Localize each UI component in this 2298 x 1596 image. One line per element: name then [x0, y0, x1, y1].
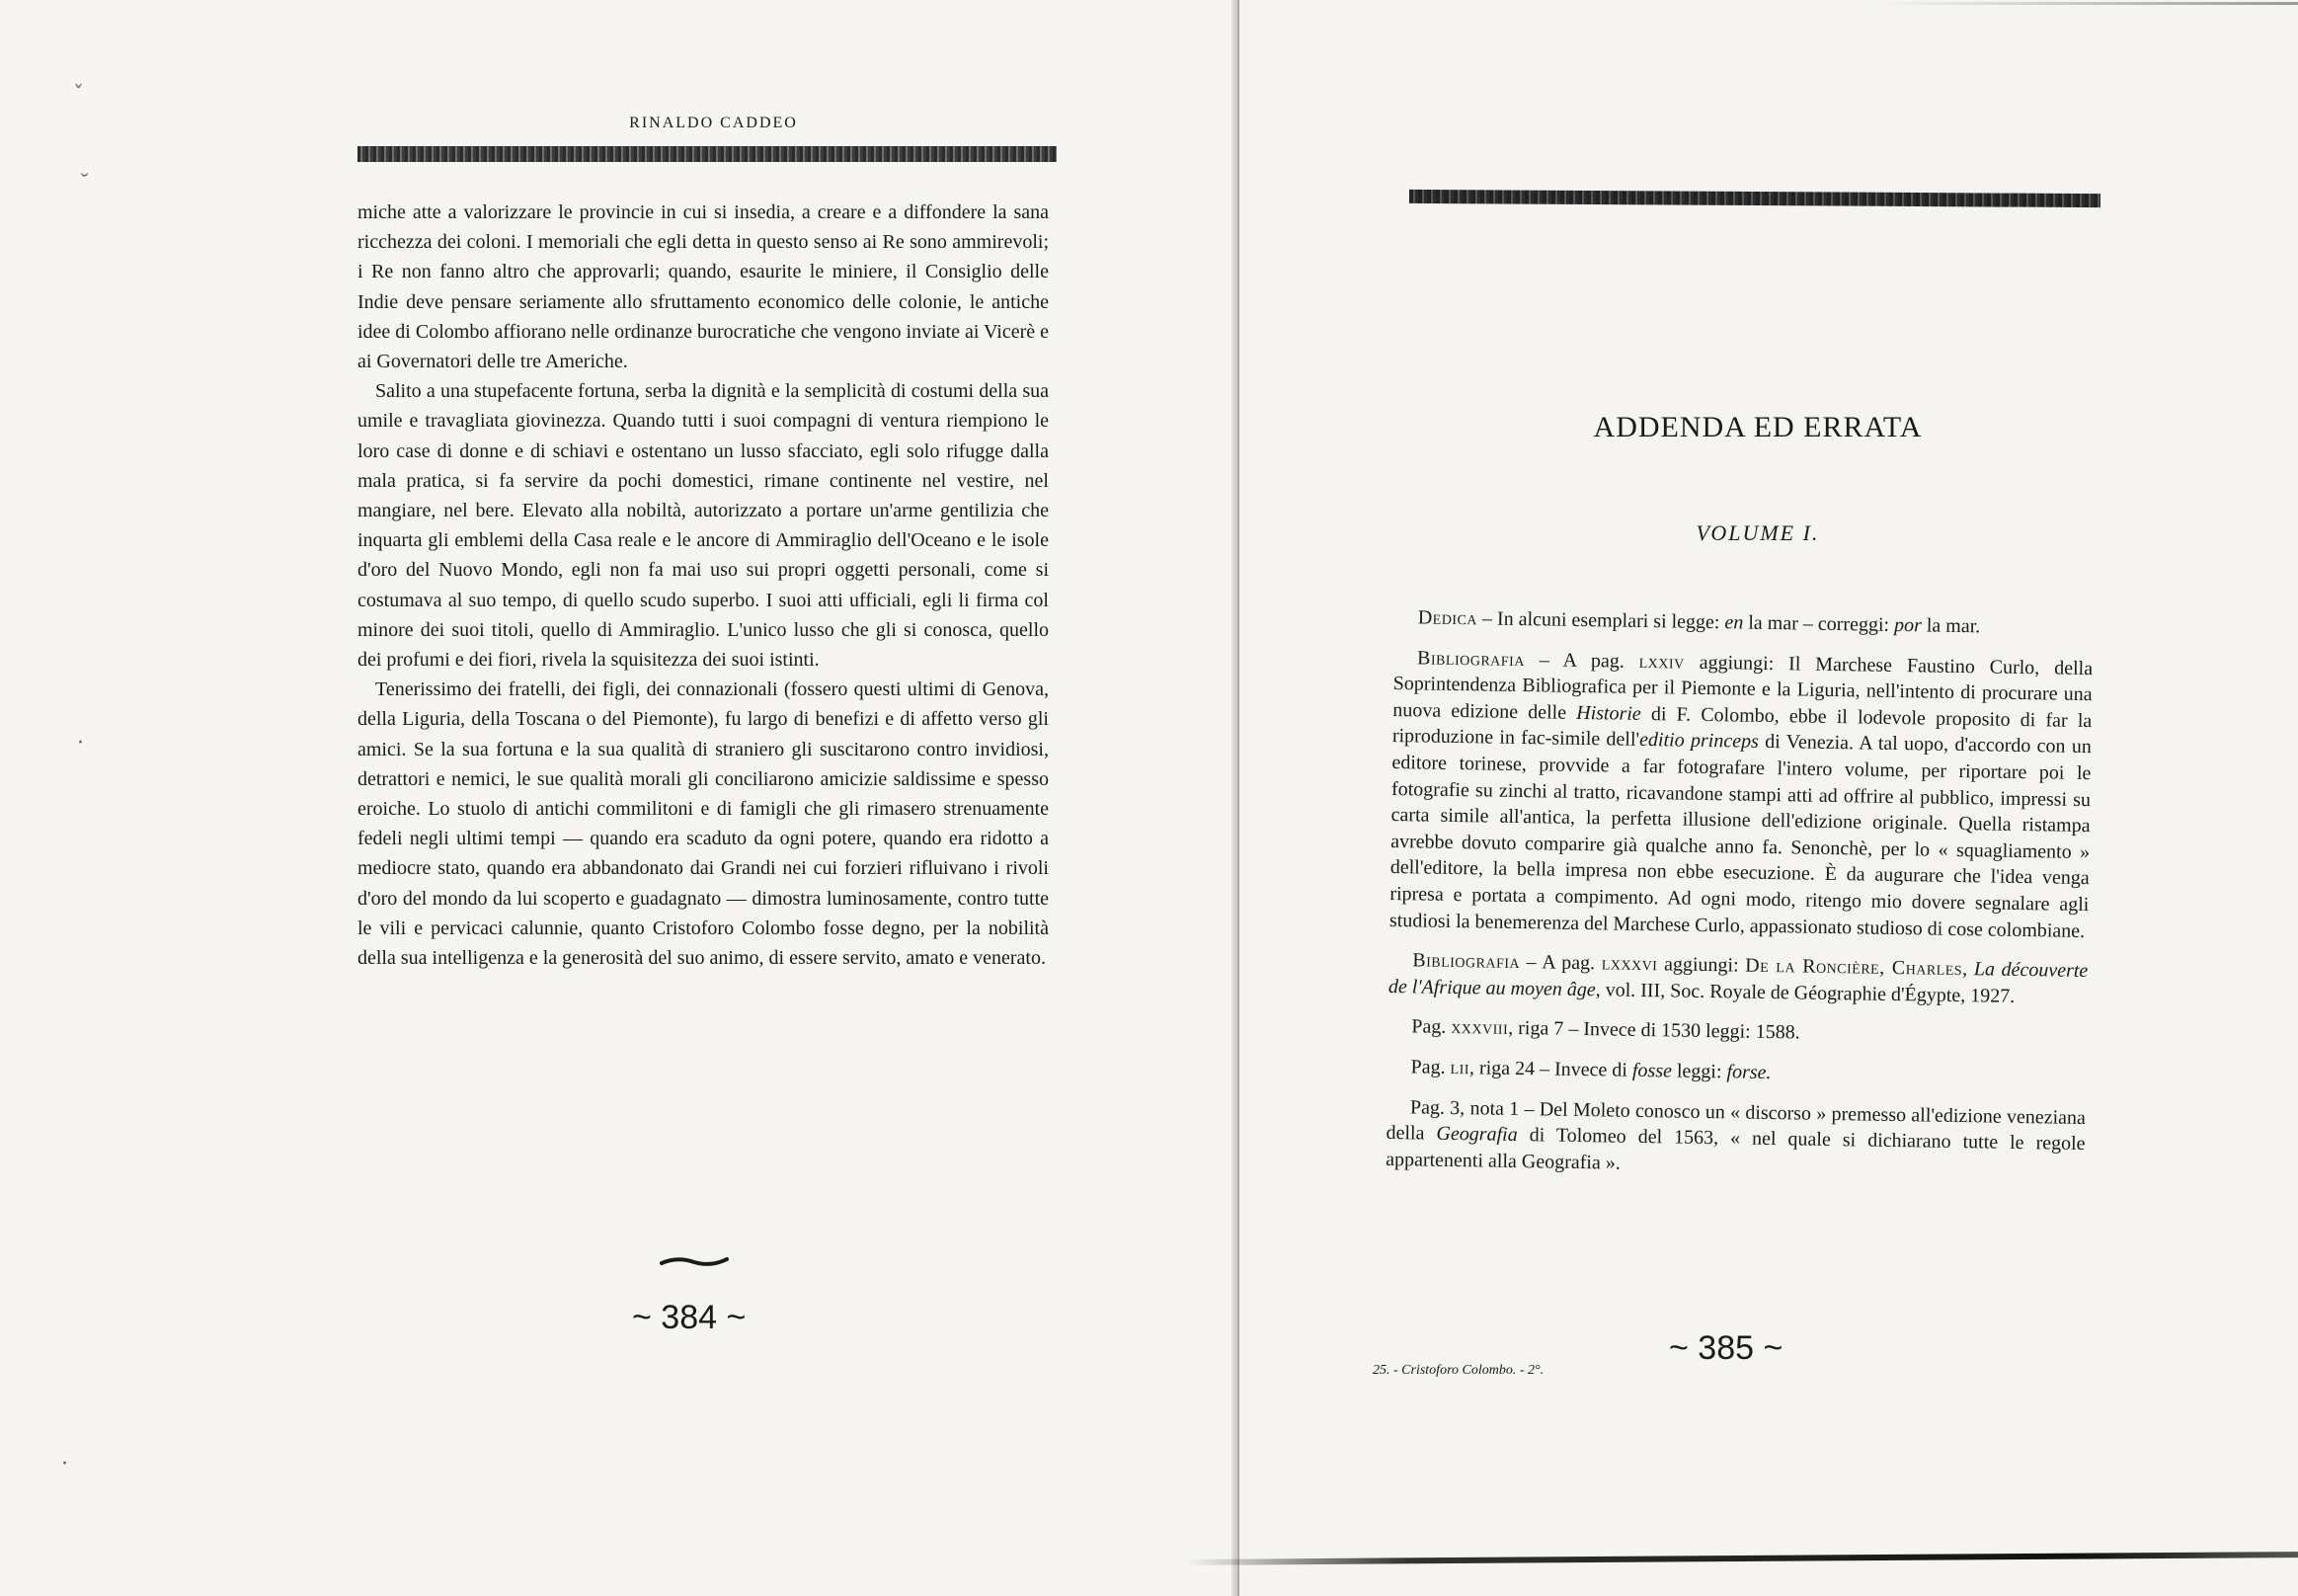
errata-entry: Pag. 3, nota 1 – Del Moleto conosco un « discorso » premesso all'edizione veneziana della Geografia di Tolomeo del 1563, « nel quale si dichiarano tutte le regole appartenenti alla Geografia ».: [1386, 1095, 2087, 1174]
errata-list: [1386, 604, 2094, 1197]
signature-footnote: 25. - Cristoforo Colombo. - 2°.: [1373, 1363, 1545, 1378]
paragraph: miche atte a valorizzare le provincie in cui si insedia, a creare e a diffondere la sana ricchezza dei coloni. I memoriali che egli detta in questo senso ai Re sono ammirevoli; i Re non fanno altro che approvarli; quando, esaurite le miniere, il Consiglio delle Indie deve pensare seriamente allo sfruttamento economico delle colonie, le antiche idee di Colombo affiorano nelle ordinanze burocratiche che vengono inviate ai Vicerè e ai Governatori delle tre Americhe.: [357, 201, 1049, 373]
errata-entry: Dedica – In alcuni esemplari si legge: en la mar – correggi: por la mar.: [1417, 606, 1981, 638]
left-body-text: [357, 198, 1049, 973]
header-rule: [357, 146, 1057, 162]
margin-mark: ˘: [79, 172, 90, 197]
paragraph: Salito a una stupefacente fortuna, serba la dignità e la semplicità di costumi della sua umile e travagliata giovinezza. Quando tutti i suoi compagni di ventura riempiono le loro case di donne e di schiavi e ostentano un lusso sfacciato, egli solo rifugge dalla mala pratica, si fa servire da pochi domestici, rimane continente nel vestire, nel mangiare, nel bere. Elevato alla nobiltà, autorizzato a portare un'arme gentilizia che inquarta gli emblemi della Casa reale e le ancore di Ammiraglio dell'Oceano e le isole d'oro del Nuovo Mondo, egli non fa mai uso sui propri oggetti personali, come si costumava al suo tempo, di quello scudo superbo. I suoi atti ufficiali, egli li firma col minore dei suoi titoli, quello di Ammiraglio. L'unico lusso che gli si conosca, quello dei profumi e dei fiori, rivela la squisitezza dei suoi istinti.: [357, 380, 1049, 672]
margin-mark: ·: [61, 1452, 68, 1476]
errata-entry: Bibliografia – A pag. lxxiv aggiungi: Il Marchese Faustino Curlo, della Soprintendenza Bibliografica per il Piemonte e la Liguria, nell'intento di procurare una nuova edizione delle Historie di F. Colombo, ebbe il lodevole proposito di far la riproduzione in fac-simile dell'editio princeps di Venezia. A tal uopo, d'accordo con un editore torinese, provvide a far fotografare l'intero volume, per riportare poi le fotografie su zinchi al tratto, ricavandone stampi atti ad offrire al pubblico, impressi su carta simile all'antica, la perfetta illusione dell'edizione originale. Quella ristampa avrebbe dovuto comparire già qualche anno fa. Senonchè, per lo « squagliamento » dell'editore, la bella impresa non ebbe esecuzione. È da augurare che l'idea venga ripresa e portata a compimento. Ad ogni modo, ritengo mio dovere segnalare agli studiosi la benemerenza del Marchese Curlo, appassionato studioso di cose colombiane.: [1388, 646, 2094, 942]
page-number: ~ 385 ~: [1669, 1329, 1783, 1367]
page-edge-shadow: [1876, 2, 2298, 5]
section-title: ADDENDA ED ERRATA: [1593, 411, 1923, 443]
errata-entry: Pag. xxxviii, riga 7 – Invece di 1530 leggi: 1588.: [1411, 1015, 1800, 1044]
errata-entry: Pag. lii, riga 24 – Invece di fosse leggi: forse.: [1410, 1056, 1772, 1083]
running-head: RINALDO CADDEO: [629, 115, 798, 131]
tail-ornament: [660, 1254, 729, 1268]
section-subtitle: VOLUME I.: [1696, 520, 1820, 545]
margin-mark: ˇ: [73, 83, 84, 108]
paragraph: Tenerissimo dei fratelli, dei figli, dei connazionali (fossero questi ultimi di Genova, della Liguria, della Toscana o del Piemonte), fu largo di benefizi e di affetto verso gli amici. Se la sua fortuna e la sua qualità di straniero gli suscitarono contro invidiosi, detrattori e nemici, le sue qualità morali gli conciliarono amicizie saldissime e spesso eroiche. Lo stuolo di antichi commilitoni e di famigli che gli rimasero strenuamente fedeli negli ultimi tempi — quando era scaduto da ogni potere, quando era ridotto a mediocre stato, quando era abbandonato dai Grandi nei cui forzieri rifluivano i rivoli d'oro del mondo da lui scoperto e guadagnato — dimostra luminosamente, contro tutte le vili e pervicaci calunnie, quanto Cristoforo Colombo fosse degno, per la nobilità della sua intelligenza e la generosità del suo animo, di essere servito, amato e venerato.: [357, 678, 1049, 970]
margin-mark: ·: [77, 731, 84, 756]
errata-entry: Bibliografia – A pag. lxxxvi aggiungi: De la Roncière, Charles, La découverte de l'Afrique au moyen âge, vol. III, Soc. Royale de Géographie d'Égypte, 1927.: [1387, 949, 2089, 1007]
page-number: ~ 384 ~: [632, 1299, 747, 1336]
